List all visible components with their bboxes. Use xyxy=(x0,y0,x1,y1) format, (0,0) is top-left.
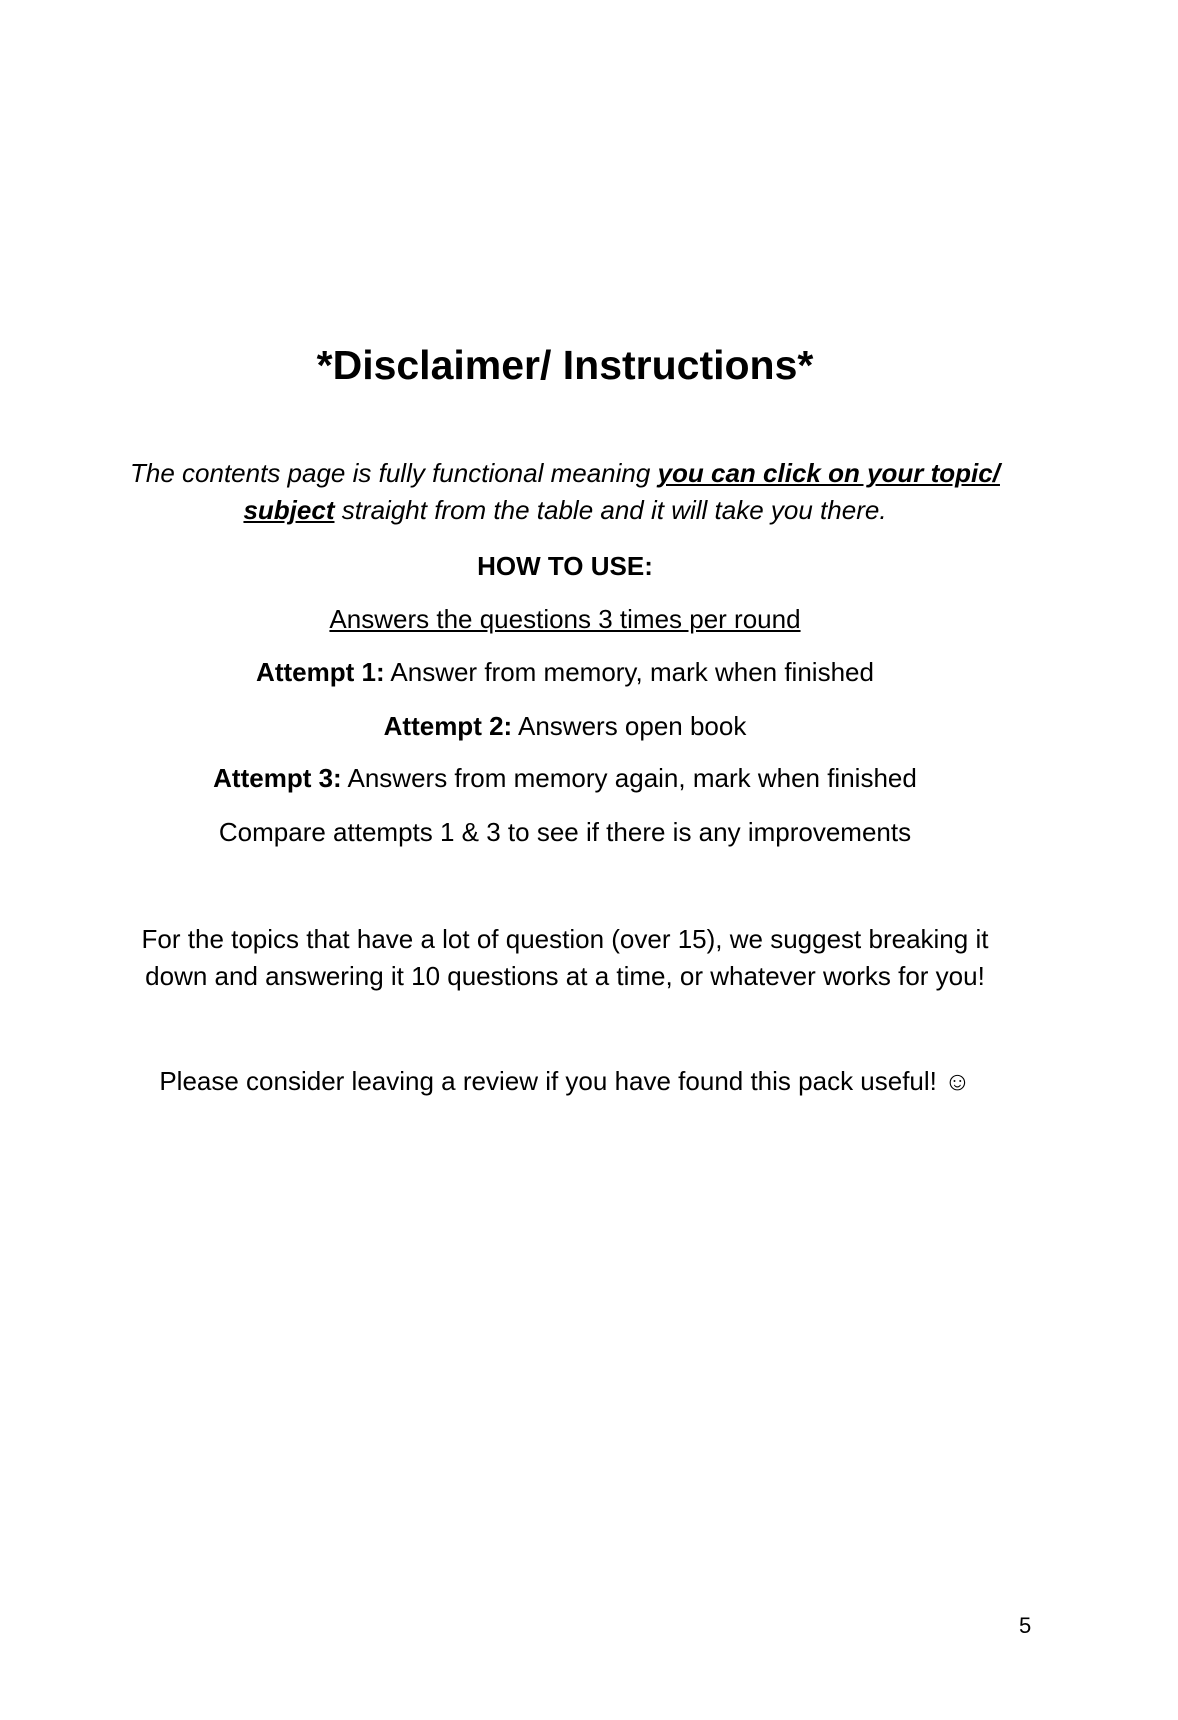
topic-link-part2[interactable]: subject xyxy=(243,495,335,525)
page-number: 5 xyxy=(1019,1613,1032,1638)
how-to-use-heading: HOW TO USE: xyxy=(477,551,653,581)
intro-text-after: straight from the table and it will take you there. xyxy=(334,495,887,525)
topics-note-line-1: For the topics that have a lot of question (over 15), we suggest breaking it xyxy=(141,924,989,954)
attempt-1-label: Attempt 1: xyxy=(256,657,385,687)
review-request: Please consider leaving a review if you have found this pack useful! ☺ xyxy=(159,1066,971,1096)
topics-note-line-2: down and answering it 10 questions at a time, or whatever works for you! xyxy=(145,961,985,991)
page-title: *Disclaimer/ Instructions* xyxy=(316,342,814,388)
attempt-1-text: Answer from memory, mark when finished xyxy=(384,657,874,687)
attempt-3-label: Attempt 3: xyxy=(213,763,342,793)
topics-note xyxy=(0,921,1130,995)
attempt-1-line xyxy=(0,655,1130,689)
attempt-2-line xyxy=(0,709,1130,743)
attempt-3-text: Answers from memory again, mark when finished xyxy=(341,763,917,793)
intro-text-before: The contents page is fully functional meaning xyxy=(130,458,658,488)
compare-attempts-line: Compare attempts 1 & 3 to see if there is any improvements xyxy=(218,817,912,847)
intro-paragraph xyxy=(0,455,1130,529)
topic-link-part1[interactable]: you can click on your topic/ xyxy=(657,458,1000,488)
attempt-3-line xyxy=(0,761,1130,795)
attempt-2-text: Answers open book xyxy=(512,711,747,741)
attempt-2-label: Attempt 2: xyxy=(383,711,513,741)
answers-instruction: Answers the questions 3 times per round xyxy=(329,604,801,634)
